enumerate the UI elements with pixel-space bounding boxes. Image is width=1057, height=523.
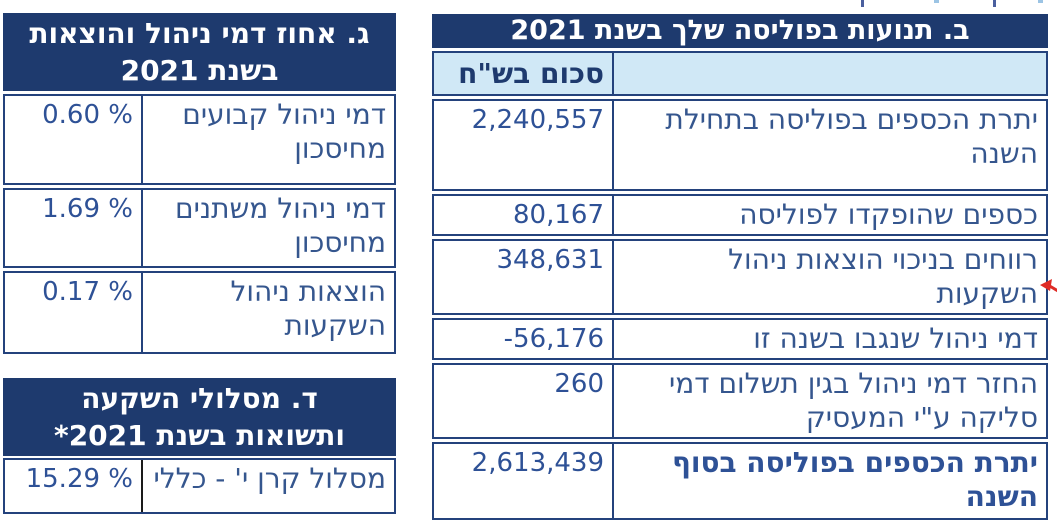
- investment-tracks-title: [3, 378, 396, 456]
- title-line: ג. אחוז דמי ניהול והוצאות: [29, 17, 370, 50]
- cropped-text-remnant: [993, 0, 996, 7]
- row-label: החזר דמי ניהול בגין תשלום דמי סליקה ע"י המעסיק: [668, 367, 1038, 434]
- row-value: 260: [434, 365, 614, 437]
- policy-movements-title: ב. תנועות בפוליסה שלך בשנת 2021: [432, 14, 1048, 48]
- row-value: 0.60 %: [5, 96, 143, 183]
- row-label: יתרת הכספים בפוליסה בתחילת השנה: [665, 103, 1038, 170]
- row-value: 348,631: [434, 241, 614, 313]
- red-arrow-annotation: [1040, 276, 1057, 298]
- table-row: [432, 194, 1048, 236]
- table-row: [3, 188, 396, 268]
- management-fees-table: [3, 13, 396, 357]
- row-value: 2,613,439: [434, 444, 614, 518]
- table-row: [3, 271, 396, 354]
- table-row: [432, 442, 1048, 520]
- row-value: -56,176: [434, 320, 614, 358]
- row-label: דמי ניהול שנגבו בשנה זו: [753, 322, 1038, 355]
- cropped-text-remnant: [861, 0, 864, 7]
- table-row: [432, 318, 1048, 360]
- cropped-text-remnant: [934, 0, 939, 3]
- table-row: [432, 99, 1048, 191]
- row-label: כספים שהופקדו לפוליסה: [739, 198, 1038, 231]
- row-value: 80,167: [434, 196, 614, 234]
- row-value: 15.29 %: [5, 460, 143, 512]
- investment-tracks-table: [3, 378, 396, 517]
- table-row: [3, 94, 396, 185]
- row-value: 2,240,557: [434, 101, 614, 189]
- cropped-text-remnant: [1038, 0, 1043, 3]
- table-row: [3, 458, 396, 514]
- row-label: דמי ניהול משתנים מחיסכון: [175, 192, 386, 259]
- title-line: ד. מסלולי השקעה: [81, 382, 318, 415]
- red-arrow-icon: [1040, 276, 1057, 298]
- row-label: מסלול קרן י' - כללי: [153, 462, 386, 495]
- management-fees-title: [3, 13, 396, 91]
- policy-movements-header-row: [432, 51, 1048, 96]
- amount-column-header: סכום בש"ח: [434, 53, 614, 94]
- table-row: [432, 239, 1048, 315]
- table-row: [432, 363, 1048, 439]
- title-line: בשנת 2021: [120, 54, 279, 87]
- empty-header-cell: [614, 53, 1046, 94]
- row-value: 0.17 %: [5, 273, 143, 352]
- row-value: 1.69 %: [5, 190, 143, 266]
- title-line: ותשואות בשנת 2021*: [54, 419, 345, 452]
- policy-movements-table: [432, 14, 1048, 523]
- row-label: רווחים בניכוי הוצאות ניהול השקעות: [728, 243, 1038, 310]
- row-label: דמי ניהול קבועים מחיסכון: [182, 98, 386, 165]
- row-label: הוצאות ניהול השקעות: [230, 275, 386, 342]
- row-label: יתרת הכספים בפוליסה בסוף השנה: [671, 446, 1038, 513]
